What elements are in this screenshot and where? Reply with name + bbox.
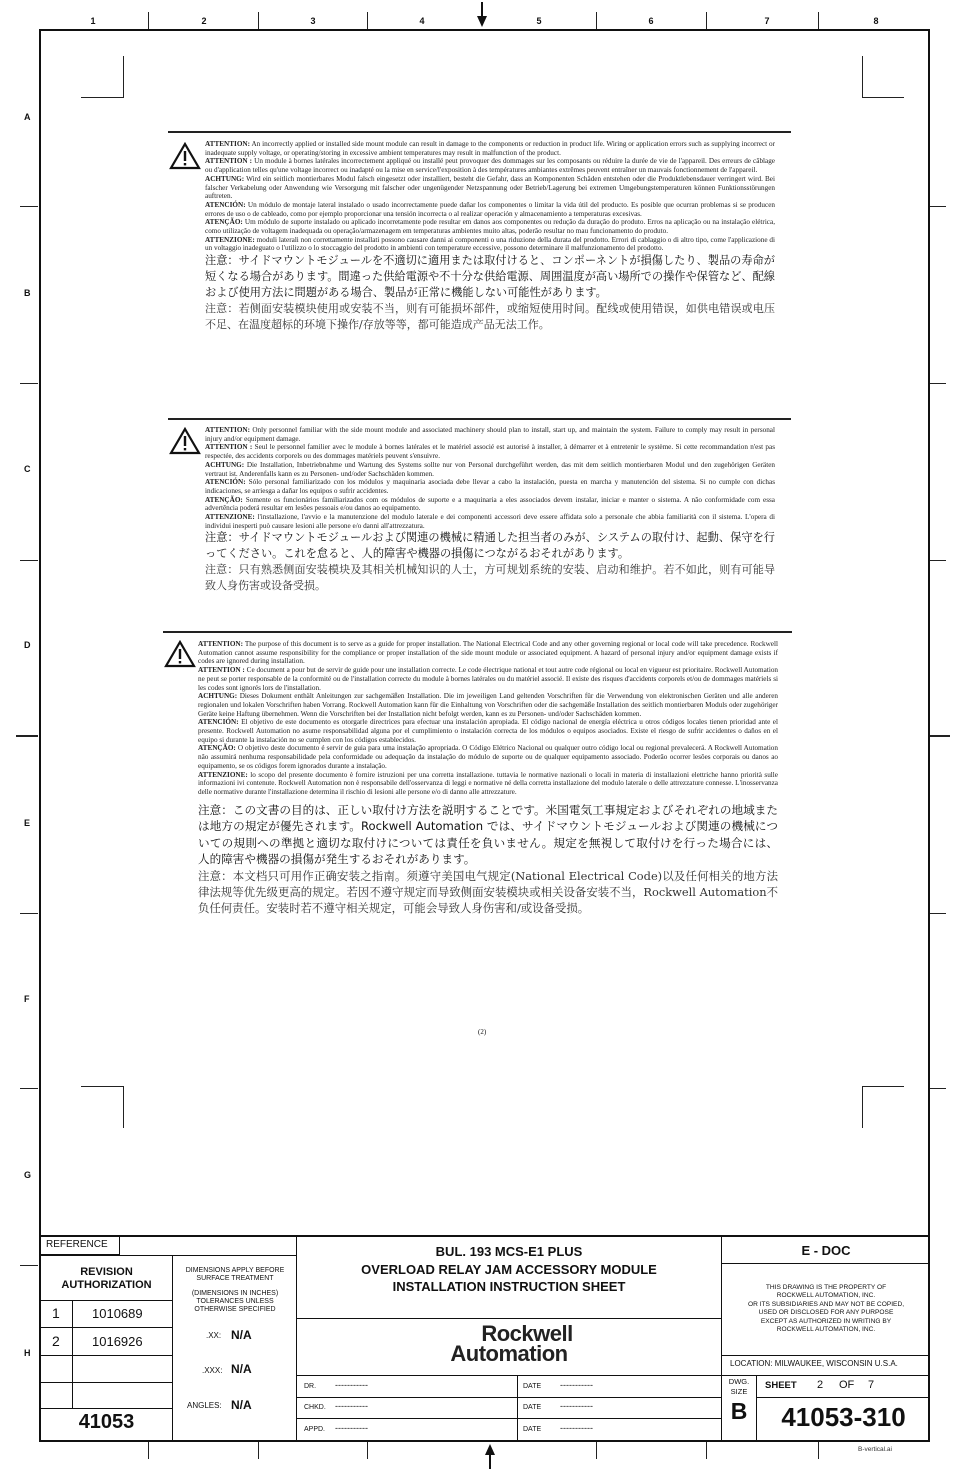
row-letter: C <box>24 464 31 474</box>
column-number: 6 <box>648 16 654 26</box>
revision-authorization-label: REVISION AUTHORIZATION <box>61 1266 152 1291</box>
row-letter: E <box>24 818 31 828</box>
revision-number: 2 <box>52 1333 60 1349</box>
revision-auth-number: 1010689 <box>92 1306 143 1321</box>
revision-number: 1 <box>52 1305 60 1321</box>
doc-number-short: 41053 <box>78 1411 135 1433</box>
revision-auth-number: 1016926 <box>92 1334 143 1349</box>
bottom-center-arrow-icon <box>484 1443 496 1469</box>
row-letter: B <box>24 288 31 298</box>
japanese-warning: 注意：サイドマウントモジュールおよび関連の機械に精通した担当者のみが、システムの取付け、起動、保守を行ってください。これを怠ると、人的障害や機器の損傷につながるおそれがあります。 <box>205 531 775 561</box>
warning-triangle-icon <box>164 640 196 668</box>
japanese-warning: 注意：サイドマウントモジュールを不適切に適用または取付けると、コンポーネントが損傷したり、製品の寿命が短くなる場合があります。間違った供給電源や不十分な供給電源、周囲温度が高い場所での操作や保管など、配線および使用方法に問題がある場合、製品が正常に機能しない可能性があります。 <box>205 254 775 300</box>
warning-text: ATTENTION: An incorrectly applied or installed side mount module can result in damage to the components or reduction in product life. Wiring or application errors such as supplying incorrect or inadequate supply voltage, or operating/storing in excessive ambient temperatures may result in malfunction of the product. ATTENTION : Un module à bornes latérales incorrectement appliqué ou installé peut provoquer des dommages sur les composants ou réduire la durée de vie de l'appareil. Des erreurs de câblage ou d'application telles qu'une voltage incorrect ou inadapté ou la mise en service/l'exposition à des températures ambiantes extrêmes peuvent entraîner un mauvais fonctionnement de l'appareil. ACHTUNG: Wird ein seitlich montierbares Modul falsch eingesetzt oder installiert, besteht die Gefahr, dass an Komponenten Schäden entstehen oder die Produktlebensdauer verringert wird. Bei falscher Verkabelung oder Anwendung wie Versorgung mit falscher oder ungenügender Netzspannung oder Betrieb/Lagerung bei extremen Umgebungstemperaturen können Funktionsstörungen auftreten. ATENCIÓN: Un módulo de montaje lateral instalado o usado incorrectamente puede dañar los componentes o limitar la vida útil del producto. Es posible que ocurran problemas si se producen errores de uso o de cableado, como por ejemplo proporcionar una tensión incorrecta o al realizar operación y almacenamiento a temperaturas excesivas. ATENÇÃO: Um módulo de suporte instalado ou aplicado incorretamente pode resultar em danos aos componentes ou redução da duração do produto. Erros na aplicação ou na instalação elétrica, como utilização de voltagem inadequada ou operação/armazenagem em temperaturas ambientes muito altas, poderão resultar no mau funcionamento do produto. ATTENZIONE: moduli laterali non correttamente installati possono causare danni ai componenti o una riduzione della durata del prodotto. Errori di cablaggio o di altro tipo, come l'applicazione di un voltaggio inadeguato o l'utilizzo o lo stoccaggio del prodotto in ambienti con temperature eccessive, possono determinare il malfunzionamento del prodotto. 注意：サイドマウントモジュールを不適切に適用または取付けると、コンポーネントが損傷したり、製品の寿命が短くなる場合があります。間違った供給電源や不十分な供給電源、周囲温度が高い場所での操作や保管など、配線および使用方法に問題がある場合、製品が正常に機能しない可能性があります。 注意：若侧面安装模块使用或安装不当，则有可能损坏部件，或缩短使用时间。配线或使用错误，如供电错误或电压不足、在温度超标的环境下操作/存放等等，都可能造成产品无法工作。 <box>205 140 776 331</box>
tolerances-note: (DIMENSIONS IN INCHES) TOLERANCES UNLESS OTHERWISE SPECIFIED <box>191 1290 279 1313</box>
column-number: 1 <box>90 16 96 26</box>
column-number: 4 <box>419 16 425 26</box>
chinese-warning: 注意：本文档只可用作正确安装之指南。须遵守美国电气规定(National Electrical Code)以及任何相关的地方法律法规等优先级更高的规定。若因不遵守规定而导致侧面安装模块或相关设备安装不当，Rockwell Automation不负任何责任。安装时若不遵守相关规定，可能会导致人身伤害和/或设备受损。 <box>198 868 778 915</box>
row-letter: G <box>24 1170 32 1180</box>
japanese-warning: 注意：この文書の目的は、正しい取付け方法を説明することです。米国電気工事規定およびそれぞれの地域または地方の規定が優先されます。Rockwell Automation では、サイドマウントモジュールおよび関連の機械についての規則への準拠と適切な取付けについては責任を負いません。規定を無視して取付けを行った場合には、人的障害や機器の損傷が発生するおそれがあります。 <box>198 802 778 867</box>
row-letter: D <box>24 640 31 650</box>
column-number: 2 <box>201 16 207 26</box>
top-center-arrow-icon <box>476 2 488 28</box>
warning-triangle-icon <box>169 142 201 170</box>
chinese-warning: 注意：只有熟悉侧面安装模块及其相关机械知识的人士，方可规划系统的安装、启动和维护。若不如此，则有可能导致人身伤害或设备受损。 <box>205 563 775 592</box>
property-notice: THIS DRAWING IS THE PROPERTY OF ROCKWELL AUTOMATION, INC. OR ITS SUBSIDIARIES AND MAY NOT BE COPIED, USED OR DISCLOSED FOR ANY PURPOSE EXCEPT AS AUTHORIZED IN WRITING BY ROCKWELL AUTOMATION, INC. <box>747 1284 905 1334</box>
dwg-size: B <box>730 1398 748 1424</box>
rockwell-automation-logo: Rockwell Automation <box>450 1321 573 1366</box>
row-letter: A <box>24 112 31 122</box>
row-letter: F <box>24 994 30 1004</box>
reference-label: REFERENCE <box>46 1239 108 1250</box>
edoc-label: E - DOC <box>801 1243 851 1258</box>
page-number: (2) <box>478 1028 487 1036</box>
title-line: INSTALLATION INSTRUCTION SHEET <box>392 1279 626 1294</box>
title-line: BUL. 193 MCS-E1 PLUS <box>435 1244 583 1259</box>
location: LOCATION: MILWAUKEE, WISCONSIN U.S.A. <box>730 1359 898 1368</box>
warning-triangle-icon <box>169 427 201 455</box>
filename: B-vertical.ai <box>858 1446 892 1453</box>
dimensions-note: DIMENSIONS APPLY BEFORE SURFACE TREATMENT <box>185 1267 285 1282</box>
title-line: OVERLOAD RELAY JAM ACCESSORY MODULE <box>361 1261 657 1277</box>
column-number: 3 <box>310 16 316 26</box>
drawing-title <box>297 1243 721 1296</box>
warning-text: ATTENTION: Only personnel familiar with the side mount module and associated machinery should plan to install, start up, and maintain the system. Failure to comply may result in personal injury and/or equipment damage. ATTENTION : Seul le personnel familier avec le module à bornes latérales et le matériel associé est autorisé à installer, à démarrer et à entretenir le système. Si cette recommandation n'est pas respectée, des accidents corporels ou des dommages matériels peuvent s'ensuivre. ACHTUNG: Die Installation, Inbetriebnahme und Wartung des Systems sollte nur von Personal durchgeführt werden, das mit dem seitlich montierbaren Modul und den zugehörigen Geräten vertraut ist. Anderenfalls kann es zu Personen- und/oder Sachschäden kommen. ATENCIÓN: Sólo personal familiarizado con los módulos y maquinaria asociada debe llevar a cabo la instalación, puesta en marcha y manutención del sistema. Si no cumple con dichas indicaciones, se arriesga a dañar los equipos o sufrir accidentes. ATENÇÃO: Somente os funcionários familiarizados com os módulos de suporte e a maquinaria a eles associados devem instalar, iniciar e manter o sistema. A não conformidade com essa advertência poderá resultar em lesões pessoais e/ou danos ao equipamento. ATTENZIONE: l'installazione, l'avvio e la manutenzione del modulo laterale e dei componenti accessori deve essere affidata solo a personale che abbia familiarità con il sistema. L'opera di individui inesperti può causare lesioni alle persone e/o danni all'attrezzatura. 注意：サイドマウントモジュールおよび関連の機械に精通した担当者のみが、システムの取付け、起動、保守を行ってください。これを怠ると、人的障害や機器の損傷につながるおそれがあります。 注意：只有熟悉侧面安装模块及其相关机械知识的人士，方可规划系统的安装、启动和维护。若不如此，则有可能导致人身伤害或设备受损。 <box>205 426 775 592</box>
chinese-warning: 注意：若侧面安装模块使用或安装不当，则有可能损坏部件，或缩短使用时间。配线或使用错误，如供电错误或电压不足、在温度超标的环境下操作/存放等等，都可能造成产品无法工作。 <box>205 302 775 331</box>
drawing-number: 41053-310 <box>781 1402 906 1432</box>
column-number: 8 <box>873 16 879 26</box>
column-number: 5 <box>536 16 542 26</box>
dwg-size-label: DWG. SIZE <box>728 1377 750 1396</box>
column-number: 7 <box>764 16 770 26</box>
row-letter: H <box>24 1348 31 1358</box>
warning-text: ATTENTION: The purpose of this document is to serve as a guide for proper installation. The National Electrical Code and any other governing regional or local code will take precedence. Rockwell Automation cannot assume responsibility for the compliance or proper installation of the side mount module or associated equipment. A hazard of personal injury and/or equipment damage exists if codes are ignored during installation. ATTENTION : Ce document a pour but de servir de guide pour une installation correcte. Le code électrique national et tout autre code régional ou local en vigueur est prioritaire. Rockwell Automation ne peut se porter responsable de la conformité ou de l'installation correcte du module à bornes latérales ou du matériel associé. Il existe des risques d'accidents corporels et/ou de dommages matériels si les codes sont ignorés lors de l'installation. ACHTUNG: Dieses Dokument enthält Anleitungen zur sachgemäßen Installation. Die im jeweiligen Land geltenden Vorschriften für die Verwendung von elektronischen Geräten und alle anderen regionalen und lokalen Vorschriften haben Vorrang. Rockwell Automation kann für die Einhaltung von Vorschriften oder die sachgemäße Installation des seitlich montierbaren Moduls oder zugehöriger Geräte keine Haftung übernehmen. Wenn die Vorschriften bei der Installation nicht befolgt werden, kann es zu Personen- und/oder Sachschäden kommen. ATENCIÓN: El objetivo de este documento es otorgarle directrices para efectuar una instalación apropiada. El código nacional de energía eléctrica u otros códigos locales tienen prioridad ante el presente. Rockwell Automation no asume responsabilidad alguna por el cumplimiento o instalación correcta de los módulos o equipos asociados. Existe el riesgo de sufrir accidentes o daños en el equipo si durante la instalación no se cumplen con los códigos establecidos. ATENÇÃO: O objetivo deste documento é servir de guia para uma instalação apropriada. O Código Elétrico Nacional ou qualquer outro código local ou regional prevalecerá. A Rockwell Automation não assumirá nenhuma responsabilidade pela conformidade ou adequação da instalação do módulo de suporte ou de qualquer equipamento associado. Poderão ocorrer lesões corporais ou danos ao equipamento, se os códigos forem ignorados durante a instalação. ATTENZIONE: lo scopo del presente documento è fornire istruzioni per una corretta installazione. tuttavia le normative nazionali o locali in materia di installazioni elettriche hanno priorità sulle informazioni ivi contenute. Rockwell Automation non è responsabile dell'osservanza di leggi e normative né della corretta installazione del modulo laterale o delle attrezzature connesse. L'inosservanza delle normative durante l'installazione determina il rischio di lesioni alle persone e/o di danno alle attrezzature. 注意：この文書の目的は、正しい取付け方法を説明することです。米国電気工事規定およびそれぞれの地域または地方の規定が優先されます。Rockwell Automation では、サイドマウントモジュールおよび関連の機械についての規則への準拠と適切な取付けについては責任を負いません。規定を無視して取付けを行った場合には、人的障害や機器の損傷が発生するおそれがあります。 注意：本文档只可用作正确安装之指南。须遵守美国电气规定(National Electrical Code)以及任何相关的地方法律法规等优先级更高的规定。若因不遵守规定而导致侧面安装模块或相关设备安装不当，Rockwell Automation不负任何责任。安装时若不遵守相关规定，可能会导致人身伤害和/或设备受损。 <box>198 640 779 915</box>
